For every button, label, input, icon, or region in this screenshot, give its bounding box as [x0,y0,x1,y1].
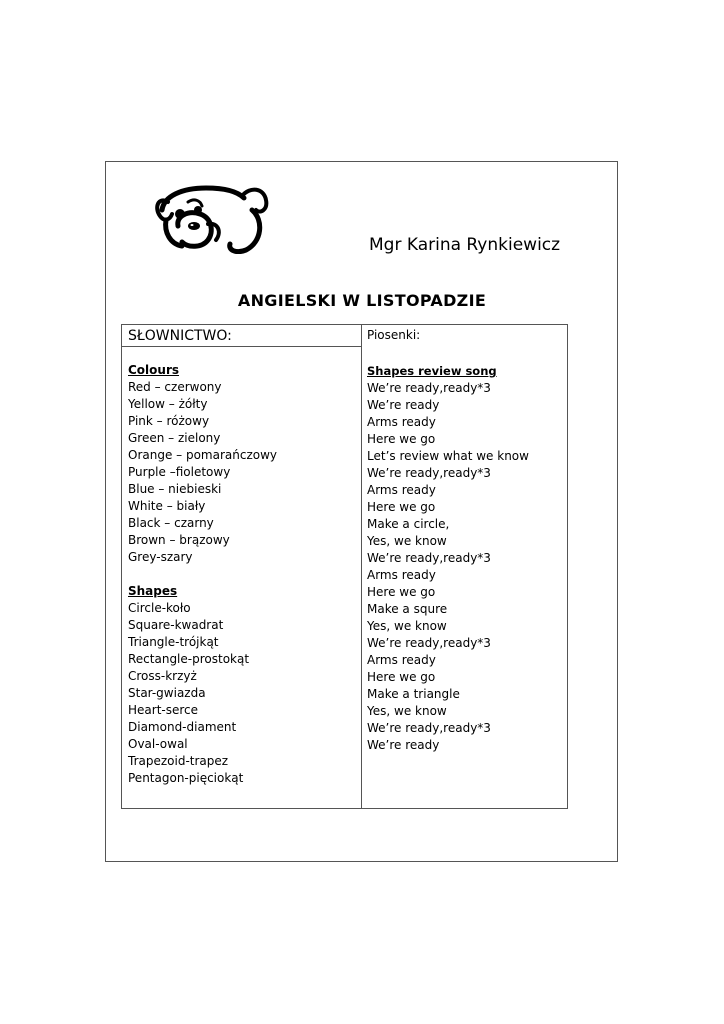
list-item: Square-kwadrat [128,618,224,632]
list-item: Oval-owal [128,737,188,751]
lyric-line: Arms ready [367,653,436,667]
list-item: Black – czarny [128,516,214,530]
lyric-line: Here we go [367,432,436,446]
lyric-line: Here we go [367,670,436,684]
list-item: Blue – niebieski [128,482,222,496]
list-item: Trapezoid-trapez [128,754,229,768]
vocabulary-list [128,362,277,787]
songs-heading: Piosenki: [367,328,421,342]
lyric-line: Arms ready [367,568,436,582]
column-divider [361,325,362,808]
list-item: Green – zielony [128,431,221,445]
lyric-line: Here we go [367,500,436,514]
lyric-line: We’re ready,ready*3 [367,636,491,650]
content-table [121,324,568,809]
lyric-line: Make a circle, [367,517,450,531]
lyric-line: We’re ready,ready*3 [367,551,491,565]
author-name: Mgr Karina Rynkiewicz [369,235,561,255]
lyric-line: We’re ready,ready*3 [367,381,491,395]
lyric-line: Make a squre [367,602,448,616]
lyric-line: Let’s review what we know [367,449,529,463]
list-item: Cross-krzyż [128,669,197,683]
header-rule [122,346,361,347]
list-item: Pink – różowy [128,414,210,428]
list-spacer [128,566,277,583]
lyric-line: Arms ready [367,483,436,497]
list-item: Grey-szary [128,550,193,564]
shapes-heading: Shapes [128,584,178,598]
list-item: Triangle-trójkąt [128,635,219,649]
song-title: Shapes review song [367,364,497,378]
lyric-line: Arms ready [367,415,436,429]
list-item: Pentagon-pięciokąt [128,771,244,785]
page-title: ANGIELSKI W LISTOPADZIE [237,291,487,310]
list-item: Brown – brązowy [128,533,230,547]
list-item: Red – czerwony [128,380,222,394]
lyric-line: We’re ready,ready*3 [367,721,491,735]
vocabulary-heading: SŁOWNICTWO: [128,328,232,344]
song-lyrics [367,363,529,754]
list-item: Star-gwiazda [128,686,206,700]
list-item: Orange – pomarańczowy [128,448,278,462]
list-item: Diamond-diament [128,720,237,734]
list-item: Heart-serce [128,703,199,717]
lyric-line: Make a triangle [367,687,460,701]
list-item: Yellow – żółty [128,397,208,411]
lyric-line: Here we go [367,585,436,599]
list-item: Purple –fioletowy [128,465,231,479]
lyric-line: Yes, we know [367,704,447,718]
list-item: Circle-koło [128,601,191,615]
lyric-line: We’re ready [367,738,440,752]
teddy-bear-icon [152,180,270,254]
list-item: White – biały [128,499,206,513]
list-item: Rectangle-prostokąt [128,652,250,666]
lyric-line: We’re ready,ready*3 [367,466,491,480]
colours-heading: Colours [128,363,180,377]
lyric-line: Yes, we know [367,619,447,633]
lyric-line: We’re ready [367,398,440,412]
lyric-line: Yes, we know [367,534,447,548]
